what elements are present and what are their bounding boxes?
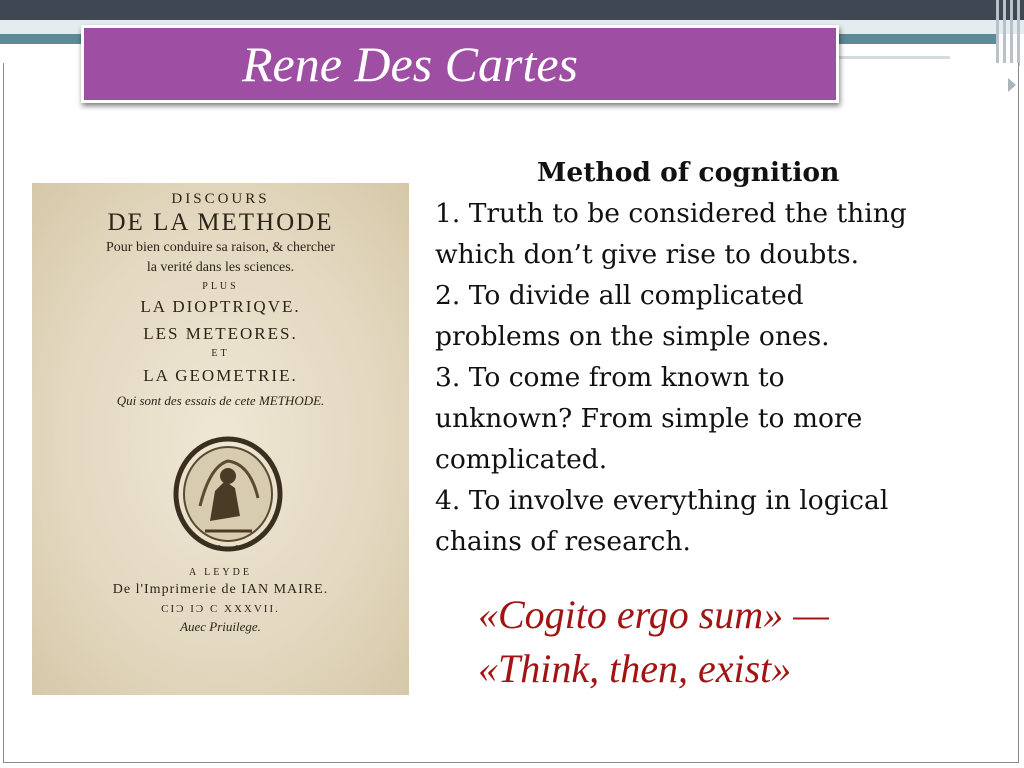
decor-line [838, 56, 950, 59]
method-line: 1. Truth to be considered the thing [435, 198, 907, 229]
printer-emblem-icon [170, 436, 286, 556]
method-line: chains of research. [435, 526, 691, 557]
book-line: LES METEORES. [143, 324, 298, 343]
book-line: DE LA METHODE [107, 209, 334, 236]
book-line: CIƆ IƆ C XXXVII. [161, 603, 280, 615]
method-line: 3. To come from known to [435, 362, 785, 393]
slide-arrow-icon [1008, 78, 1016, 92]
slide-title: Rene Des Cartes [241, 36, 579, 92]
method-line: complicated. [435, 444, 608, 475]
book-line: la verité dans les sciences. [146, 260, 295, 275]
method-heading: Method of cognition [537, 157, 840, 188]
book-line: A LEYDE [189, 567, 252, 578]
method-line: problems on the simple ones. [435, 321, 830, 352]
top-decor-band [0, 0, 1024, 20]
book-line: DISCOURS [171, 191, 270, 207]
book-line: De l'Imprimerie de IAN MAIRE. [112, 582, 329, 597]
decor-bar [1010, 0, 1013, 66]
decor-bar [996, 0, 999, 66]
top-decor-teal-right [838, 34, 998, 44]
decor-bar [1017, 0, 1020, 66]
method-line: 4. To involve everything in logical [435, 485, 889, 516]
decor-bar [1003, 0, 1006, 66]
title-banner [81, 25, 839, 103]
method-line: 2. To divide all complicated [435, 280, 804, 311]
method-list [435, 193, 995, 562]
book-line: LA DIOPTRIQVE. [140, 297, 301, 316]
book-line: ET [211, 348, 230, 359]
quote-line-2: «Think, then, exist» [478, 646, 792, 691]
method-line: unknown? From simple to more [435, 403, 863, 434]
book-line: LA GEOMETRIE. [143, 366, 298, 385]
book-line: PLUS [202, 281, 239, 292]
method-line: which don’t give rise to doubts. [435, 239, 860, 270]
cogito-quote [478, 588, 829, 696]
top-decor-teal-left [0, 34, 84, 44]
quote-line-1: «Cogito ergo sum» — [478, 592, 829, 637]
book-line: Pour bien conduire sa raison, & chercher [106, 240, 335, 255]
book-line: Auec Priuilege. [180, 619, 261, 634]
book-title-page-image [32, 183, 409, 695]
book-line: Qui sont des essais de cete METHODE. [116, 393, 325, 408]
